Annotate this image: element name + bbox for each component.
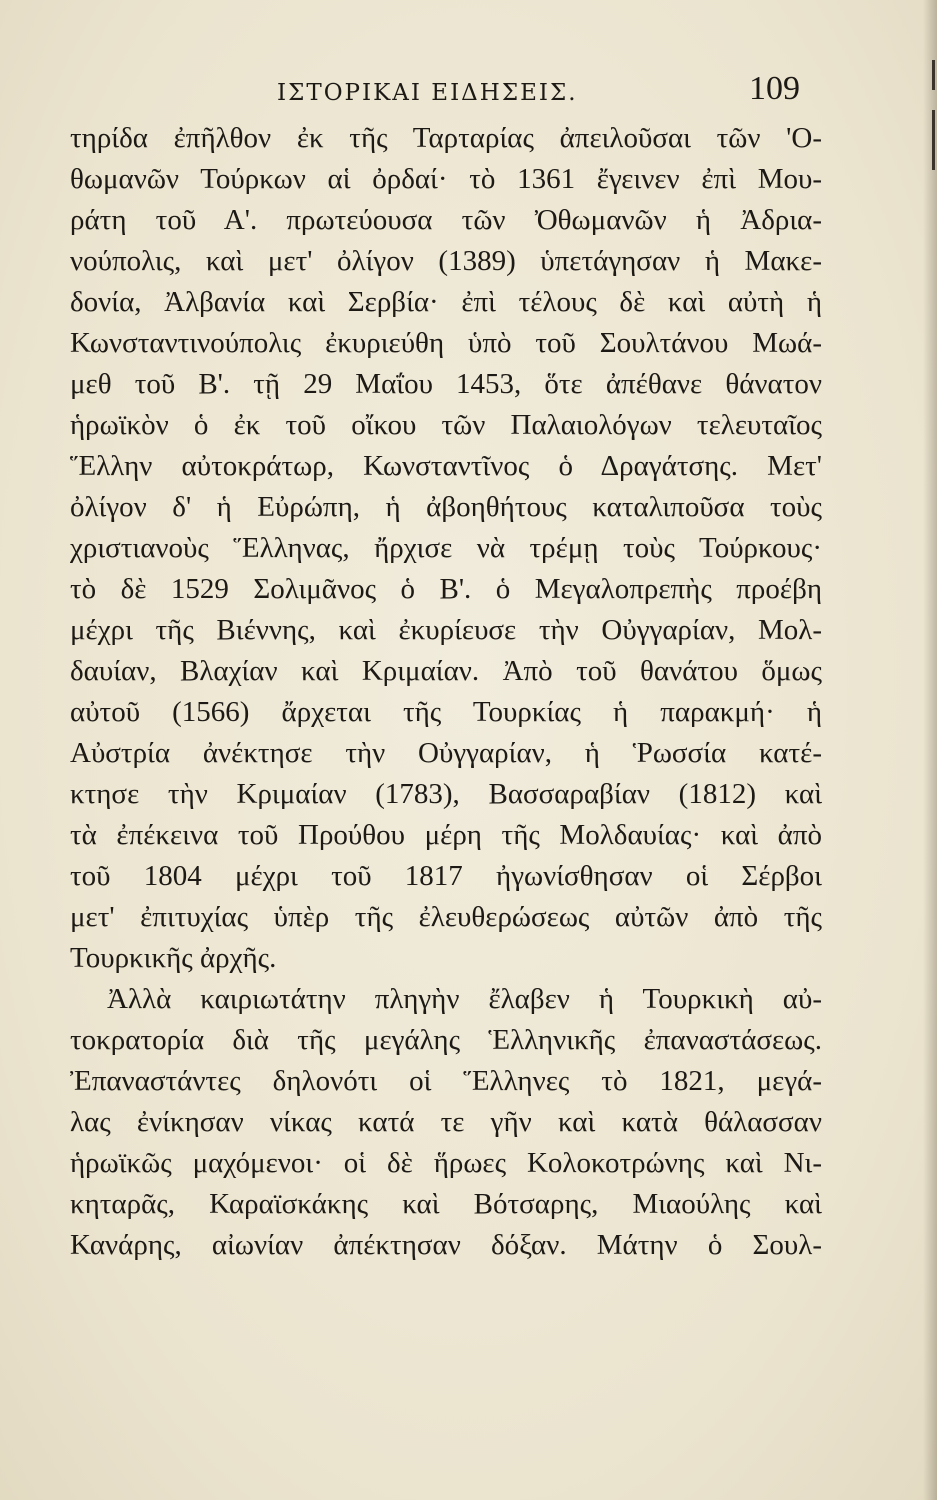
text-line: αὐτοῦ (1566) ἄρχεται τῆς Τουρκίας ἡ παρακμή· ἡ	[70, 696, 822, 728]
text-line: δονία, Ἀλβανία καὶ Σερβία· ἐπὶ τέλους δὲ καὶ αὐτὴ ἡ	[70, 286, 822, 318]
text-line: νούπολις, καὶ μετ' ὀλίγον (1389) ὑπετάγησαν ἡ Μακε-	[70, 245, 822, 277]
text-line: Κανάρης, αἰωνίαν ἀπέκτησαν δόξαν. Μάτην ὁ Σουλ-	[70, 1229, 822, 1261]
body-text	[70, 118, 822, 1266]
text-line: Ἕλλην αὐτοκράτωρ, Κωνσταντῖνος ὁ Δραγάτσης. Μετ'	[70, 450, 822, 482]
page-edge-shadow	[923, 0, 937, 1500]
text-line: μέχρι τῆς Βιέννης, καὶ ἐκυρίευσε τὴν Οὐγγαρίαν, Μολ-	[70, 614, 822, 646]
page-header	[70, 70, 800, 116]
text-line-paragraph-start: Ἀλλὰ καιριωτάτην πληγὴν ἔλαβεν ἡ Τουρκικὴ αὐ-	[107, 983, 822, 1015]
text-line: Ἐπαναστάντες δηλονότι οἱ Ἕλληνες τὸ 1821, μεγά-	[70, 1065, 822, 1097]
text-line: κηταρᾶς, Καραϊσκάκης καὶ Βότσαρης, Μιαούλης καὶ	[70, 1188, 822, 1220]
text-line: θωμανῶν Τούρκων αἱ ὀρδαί· τὸ 1361 ἔγεινεν ἐπὶ Μου-	[70, 163, 822, 195]
text-line: μετ' ἐπιτυχίας ὑπὲρ τῆς ἐλευθερώσεως αὐτῶν ἀπὸ τῆς	[70, 901, 822, 933]
text-line: ράτη τοῦ Α'. πρωτεύουσα τῶν Ὀθωμανῶν ἡ Ἀδρια-	[70, 204, 822, 236]
page-number: 109	[749, 70, 800, 107]
running-head: ΙΣΤΟΡΙΚΑΙ ΕΙΔΗΣΕΙΣ.	[277, 80, 578, 106]
text-line: ἡρωϊκὸν ὁ ἐκ τοῦ οἴκου τῶν Παλαιολόγων τελευταῖος	[70, 409, 822, 441]
text-line: τοκρατορία διὰ τῆς μεγάλης Ἑλληνικῆς ἐπαναστάσεως.	[70, 1024, 822, 1056]
text-line: Κωνσταντινούπολις ἐκυριεύθη ὑπὸ τοῦ Σουλτάνου Μωά-	[70, 327, 822, 359]
page-edge-mark	[932, 110, 935, 170]
text-line: λας ἐνίκησαν νίκας κατά τε γῆν καὶ κατὰ θάλασσαν	[70, 1106, 822, 1138]
text-line-paragraph-end: Τουρκικῆς ἀρχῆς.	[70, 942, 277, 974]
text-line: Αὐστρία ἀνέκτησε τὴν Οὐγγαρίαν, ἡ Ῥωσσία κατέ-	[70, 737, 822, 769]
text-line: δαυίαν, Βλαχίαν καὶ Κριμαίαν. Ἀπὸ τοῦ θανάτου ὅμως	[70, 655, 822, 687]
page-edge-mark	[932, 60, 935, 90]
text-line: τοῦ 1804 μέχρι τοῦ 1817 ἠγωνίσθησαν οἱ Σέρβοι	[70, 860, 822, 892]
text-line: τηρίδα ἐπῆλθον ἐκ τῆς Ταρταρίας ἀπειλοῦσαι τῶν 'Ο-	[70, 122, 822, 154]
text-line: χριστιανοὺς Ἕλληνας, ἤρχισε νὰ τρέμῃ τοὺς Τούρκους·	[70, 532, 822, 564]
text-line: τὰ ἐπέκεινα τοῦ Προύθου μέρη τῆς Μολδαυίας· καὶ ἀπὸ	[70, 819, 822, 851]
text-line: μεθ τοῦ Β'. τῇ 29 Μαΐου 1453, ὅτε ἀπέθανε θάνατον	[70, 368, 822, 400]
text-line: ἡρωϊκῶς μαχόμενοι· οἱ δὲ ἥρωες Κολοκοτρώνης καὶ Νι-	[70, 1147, 822, 1179]
text-line: ὀλίγον δ' ἡ Εὐρώπη, ἡ ἀβοηθήτους καταλιποῦσα τοὺς	[70, 491, 822, 523]
text-line: τὸ δὲ 1529 Σολιμᾶνος ὁ Β'. ὁ Μεγαλοπρεπὴς προέβη	[70, 573, 822, 605]
text-line: κτησε τὴν Κριμαίαν (1783), Βασσαραβίαν (1812) καὶ	[70, 778, 822, 810]
